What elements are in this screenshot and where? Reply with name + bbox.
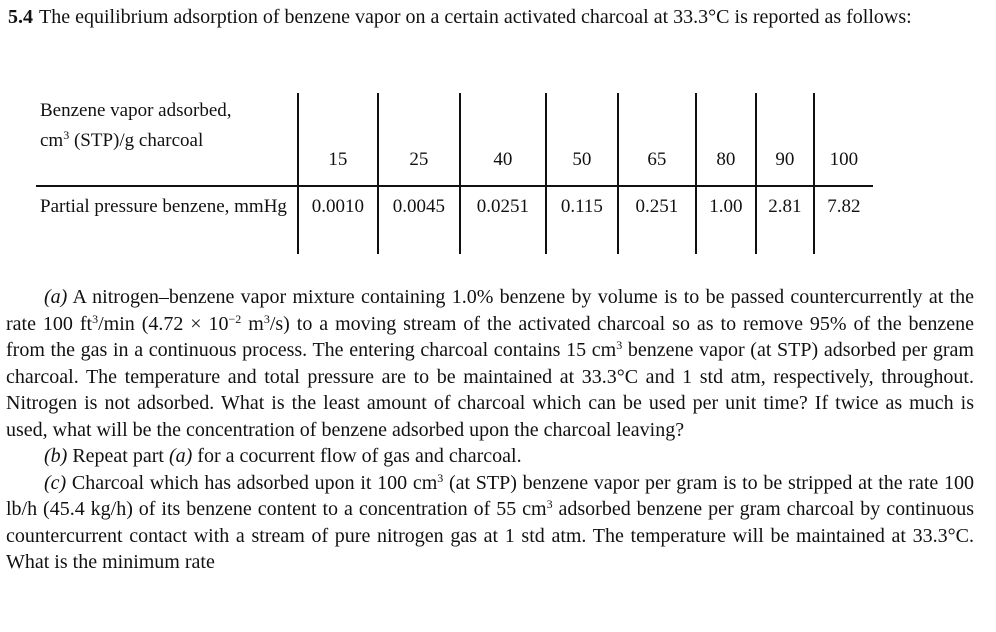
part-a-marker: (a) — [44, 286, 68, 308]
table-cell: 0.0251 — [460, 186, 546, 254]
part-a-text: /min (4.72 × 10 — [98, 312, 229, 335]
problem-parts — [6, 284, 974, 576]
problem-intro — [8, 4, 976, 31]
part-a-text: /s) to a moving stream of the activated charcoal so as to remove 95% of the benzene from the gas in a continuous process. The entering charcoal contains 15 cm — [6, 312, 975, 361]
problem-intro-text: The equilibrium adsorption of benzene vapor on a certain activated charcoal at 33.3°C is reported as follows: — [39, 6, 912, 28]
part-c-marker: (c) — [44, 471, 67, 494]
table-cell: 100 — [814, 93, 873, 186]
row-label-adsorbed-unit: cm — [40, 130, 64, 151]
part-a-paragraph — [6, 284, 974, 443]
table-row-pressure — [36, 186, 873, 254]
table-cell: 90 — [756, 93, 814, 186]
part-b-text: for a cocurrent flow of gas and charcoal. — [192, 445, 522, 467]
table-cell: 0.251 — [618, 186, 696, 254]
table-cell: 80 — [696, 93, 756, 186]
table-cell: 40 — [460, 93, 546, 186]
row-label-adsorbed-unit-rest: (STP)/g charcoal — [69, 130, 204, 151]
table-cell: 1.00 — [696, 186, 756, 254]
part-b-paragraph — [6, 443, 974, 470]
table-cell: 2.81 — [756, 186, 814, 254]
problem-number: 5.4 — [8, 6, 33, 28]
part-a-text: A nitrogen–benzene vapor mixture containing 1.0% benzene by volume is to be passed countercurrently at the rate 100 ft — [6, 286, 974, 335]
row-label-adsorbed-line1: Benzene vapor adsorbed, — [40, 100, 232, 121]
part-c-text: adsorbed benzene per gram charcoal by continuous countercurrent contact with a stream of pure nitrogen gas at 1 std atm. The temperature will be maintained at 33.3°C. What is the minimum rate — [6, 498, 974, 573]
table-cell: 7.82 — [814, 186, 873, 254]
part-b-text: Repeat part — [67, 445, 169, 467]
table-cell: 15 — [298, 93, 378, 186]
table-cell: 25 — [378, 93, 460, 186]
part-c-paragraph — [6, 470, 974, 576]
superscript: 3 — [263, 311, 270, 326]
superscript: 3 — [546, 497, 553, 511]
superscript: −2 — [228, 311, 242, 326]
adsorption-data-table — [36, 93, 873, 254]
superscript: 3 — [616, 338, 623, 352]
table-cell: 50 — [546, 93, 618, 186]
part-c-text: Charcoal which has adsorbed upon it 100 cm — [66, 471, 438, 494]
table-cell: 0.0010 — [298, 186, 378, 254]
part-a-text: m — [241, 312, 264, 335]
part-b-reference: (a) — [168, 445, 193, 467]
superscript: 3 — [92, 311, 99, 326]
table-cell: 0.0045 — [378, 186, 460, 254]
table-row-adsorbed — [36, 93, 873, 186]
part-c-text: (at STP) benzene vapor per gram is to be stripped at the rate 100 lb/h (45.4 kg/h) of its benzene content to a concentration of 55 cm — [6, 471, 975, 520]
table-cell: 0.115 — [546, 186, 618, 254]
table-cell: 65 — [618, 93, 696, 186]
row-label-adsorbed — [36, 93, 298, 186]
part-a-text: benzene vapor (at STP) adsorbed per gram charcoal. The temperature and total pressure are to be maintained at 33.3°C and 1 std atm, respectively, throughout. Nitrogen is not adsorbed. What is the least amount of charcoal which can be used per unit time? If twice as much is used, what will be the concentration of benzene adsorbed upon the charcoal leaving? — [6, 339, 974, 441]
row-label-adsorbed-unit-sup: 3 — [63, 128, 70, 142]
superscript: 3 — [437, 470, 444, 485]
row-label-pressure: Partial pressure benzene, mmHg — [40, 196, 287, 217]
part-b-marker: (b) — [44, 445, 68, 467]
